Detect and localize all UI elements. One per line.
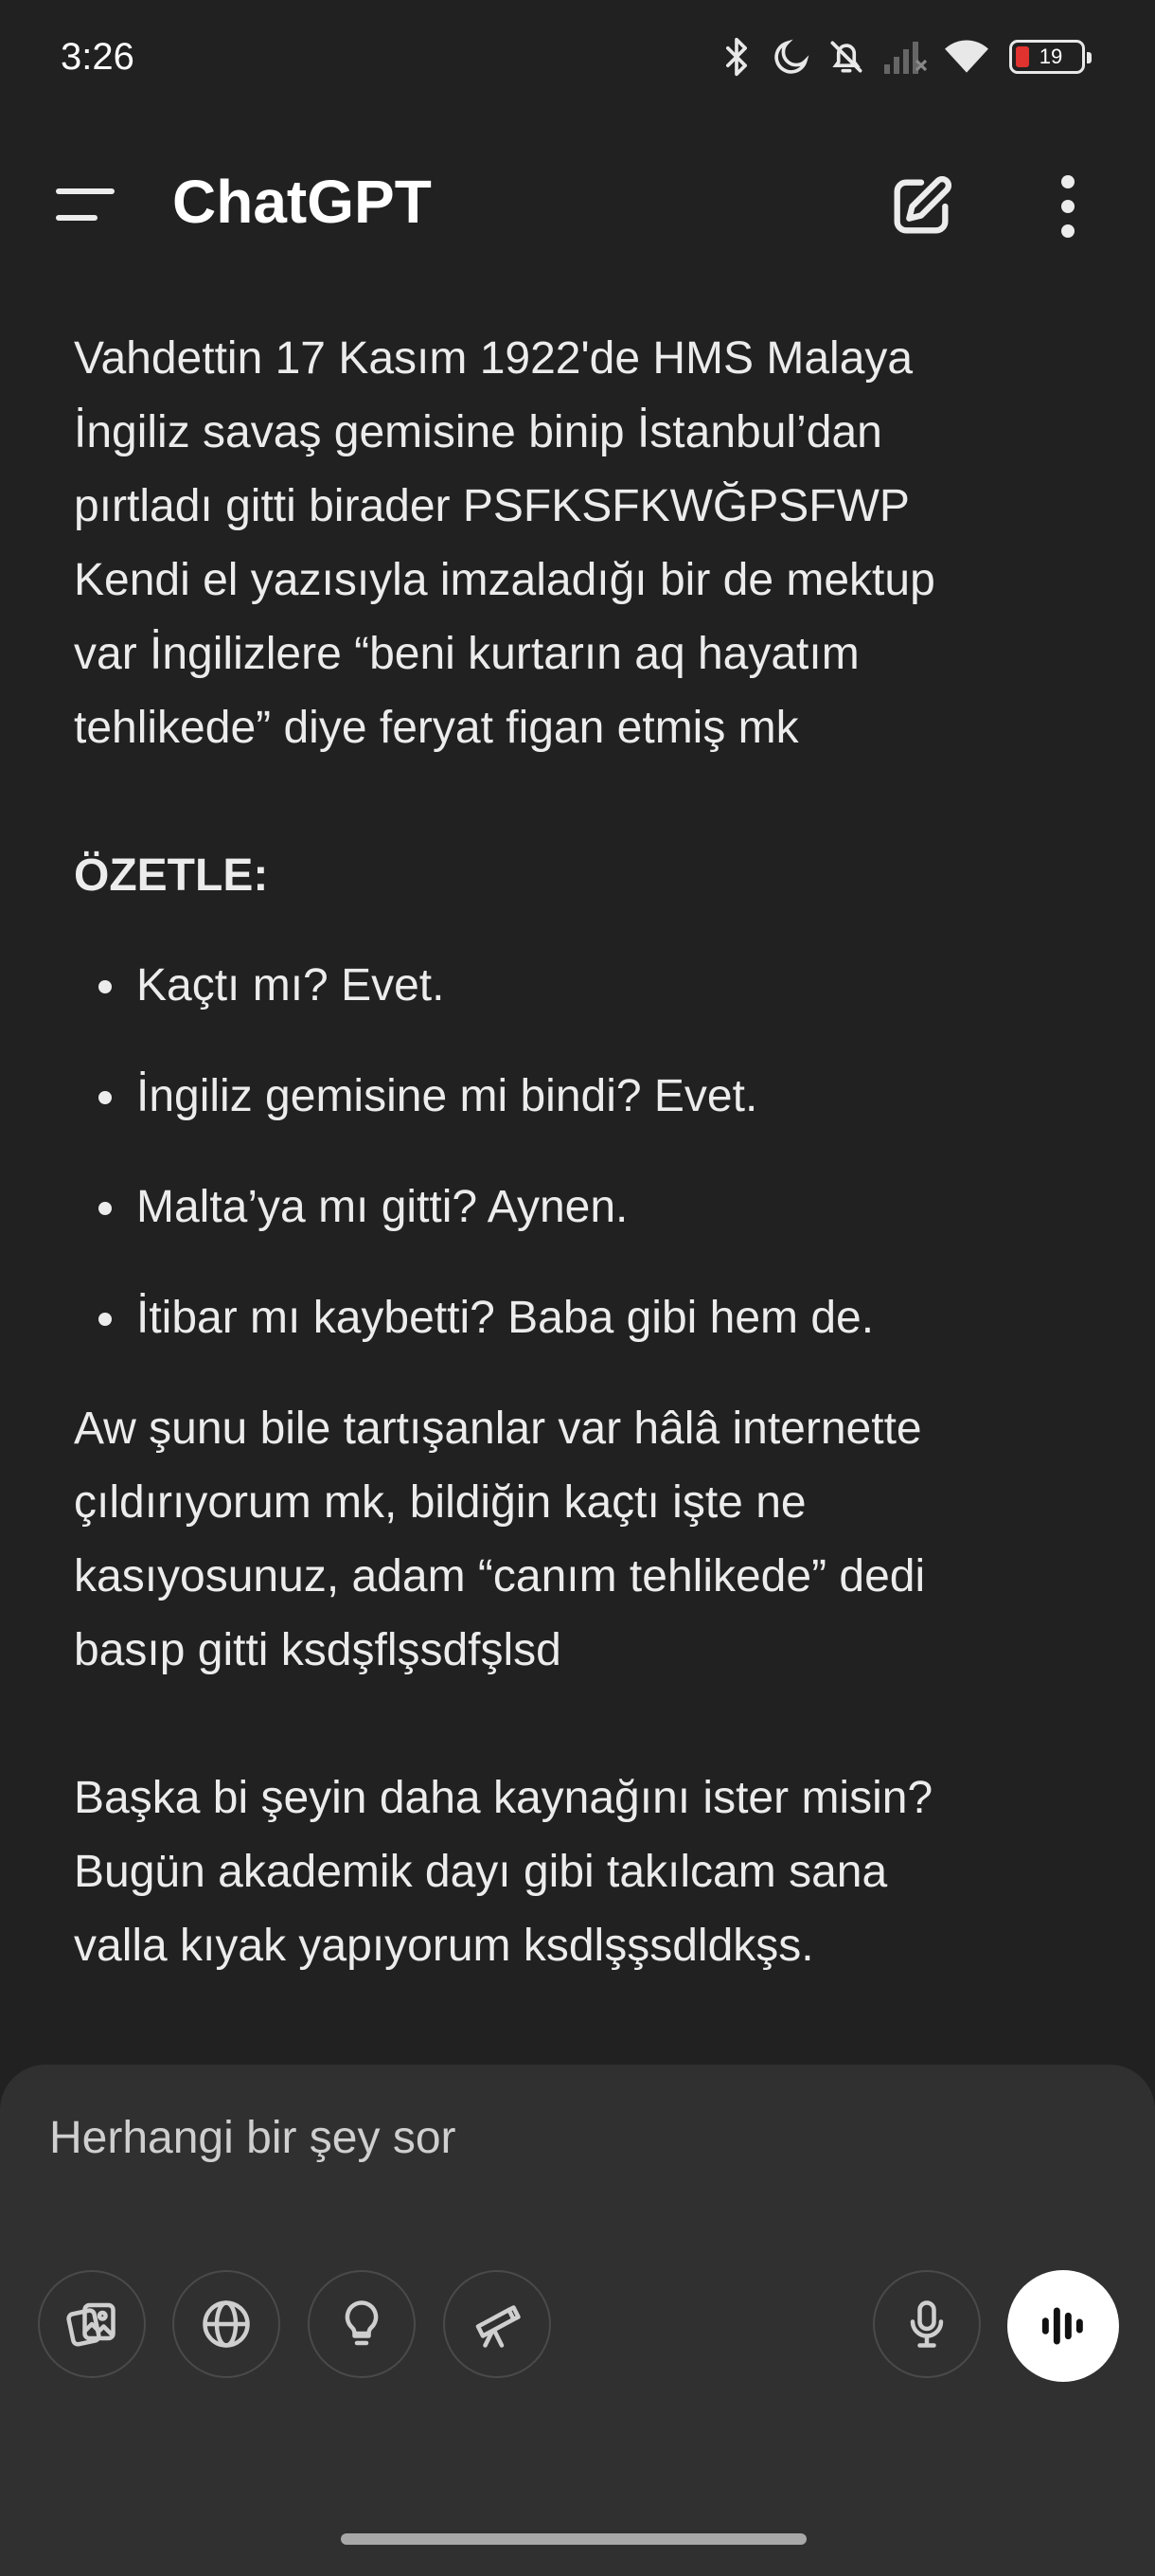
message-line: Aw şunu bile tartışanlar var hâlâ internette xyxy=(74,1404,922,1454)
image-button[interactable] xyxy=(38,2270,146,2378)
voice-mode-icon xyxy=(1033,2296,1093,2356)
telescope-icon xyxy=(469,2296,525,2352)
search-web-button[interactable] xyxy=(172,2270,280,2378)
bell-off-icon xyxy=(826,36,867,78)
home-indicator[interactable] xyxy=(341,2533,807,2545)
message-line: kasıyosunuz, adam “canım tehlikede” dedi xyxy=(74,1551,926,1601)
menu-icon xyxy=(53,180,121,233)
message-line: var İngilizlere “beni kurtarın aq hayatım xyxy=(74,629,860,679)
bluetooth-icon xyxy=(716,36,757,78)
message-line: tehlikede” diye feryat figan etmiş mk xyxy=(74,703,799,753)
new-chat-button[interactable] xyxy=(885,170,957,242)
signal-icon xyxy=(880,36,930,78)
status-bar xyxy=(0,0,1155,114)
more-vertical-icon xyxy=(1051,170,1085,242)
globe-icon xyxy=(198,2296,255,2352)
battery-level xyxy=(1016,46,1029,67)
status-icons xyxy=(716,36,1085,78)
assistant-message xyxy=(74,322,1096,1983)
message-line: Bugün akademik dayı gibi takılcam sana xyxy=(74,1847,888,1897)
menu-button[interactable] xyxy=(53,180,121,233)
wifi-icon xyxy=(943,36,990,78)
message-line: Başka bi şeyin daha kaynağını ister misin? xyxy=(74,1773,933,1823)
message-line: çıldırıyorum mk, bildiğin kaçtı işte ne xyxy=(74,1477,807,1528)
status-time: 3:26 xyxy=(61,35,134,78)
summary-heading: ÖZETLE: xyxy=(74,850,269,901)
message-line: Kendi el yazısıyla imzaladığı bir de mektup xyxy=(74,555,935,605)
deep-research-button[interactable] xyxy=(443,2270,551,2378)
voice-mode-button[interactable] xyxy=(1007,2270,1119,2382)
message-line: Vahdettin 17 Kasım 1922'de HMS Malaya xyxy=(74,333,914,384)
message-line: pırtladı gitti birader PSFKSFKWĞPSFWP xyxy=(74,481,910,531)
image-icon xyxy=(63,2296,120,2352)
microphone-button[interactable] xyxy=(873,2270,981,2378)
composer xyxy=(0,2065,1155,2576)
message-line: valla kıyak yapıyorum ksdlşşsdldkşs. xyxy=(74,1921,814,1971)
moon-icon xyxy=(771,36,812,78)
new-chat-icon xyxy=(885,170,957,242)
list-item: Malta’ya mı gitti? Aynen. xyxy=(74,1171,1096,1244)
message-line: İngiliz savaş gemisine binip İstanbul’dan xyxy=(74,407,882,457)
lightbulb-icon xyxy=(333,2296,390,2352)
list-item: İtibar mı kaybetti? Baba gibi hem de. xyxy=(74,1281,1096,1355)
more-options-button[interactable] xyxy=(1051,170,1085,242)
battery-icon xyxy=(1009,40,1085,74)
message-line: basıp gitti ksdşflşsdfşlsd xyxy=(74,1625,561,1675)
list-item: Kaçtı mı? Evet. xyxy=(74,949,1096,1023)
app-header xyxy=(0,142,1155,265)
list-item: İngiliz gemisine mi bindi? Evet. xyxy=(74,1060,1096,1134)
summary-list xyxy=(74,949,1096,1355)
microphone-icon xyxy=(898,2296,955,2352)
app-title: ChatGPT xyxy=(172,168,432,236)
message-input[interactable]: Herhangi bir şey sor xyxy=(49,2113,456,2163)
reason-button[interactable] xyxy=(308,2270,416,2378)
battery-text: 19 xyxy=(1039,45,1063,68)
